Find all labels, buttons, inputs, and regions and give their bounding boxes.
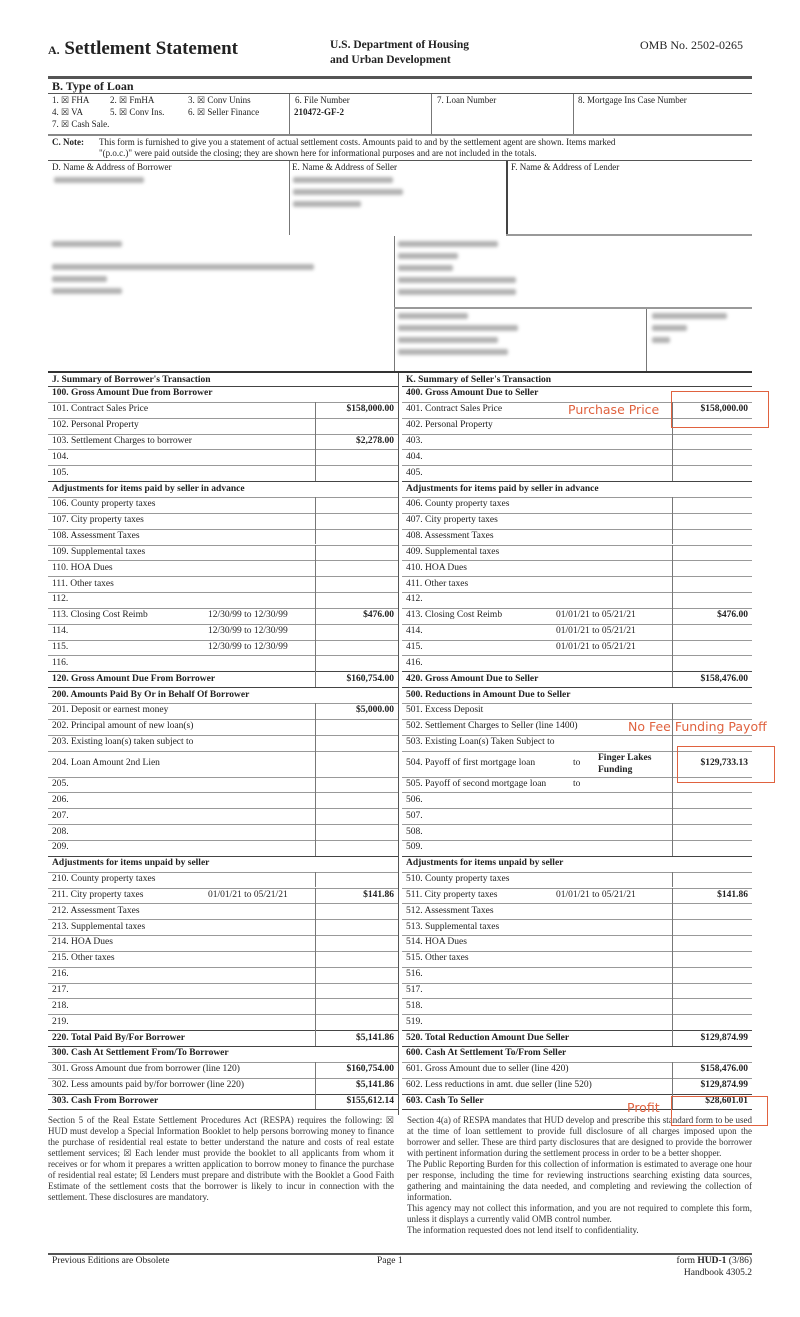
line-item-label: 503. Existing Loan(s) Taken Subject to [406,737,555,748]
line-item-label: 409. Supplemental taxes [406,546,500,557]
column-divider [315,840,316,856]
line-item-label: 112. [52,594,69,605]
form-title [48,38,238,60]
line-item-label: 508. [406,826,423,837]
column-divider [672,840,673,856]
column-divider [672,1014,673,1030]
column-divider [315,935,316,951]
column-divider [315,497,316,513]
borrower-label: D. Name & Address of Borrower [52,162,172,172]
line-item-label: 414. [406,626,423,637]
row-divider [402,840,752,841]
column-divider [315,418,316,434]
loan-option-cash-sale[interactable]: 7. ☒ Cash Sale. [52,119,110,129]
redacted-property-street [52,276,107,282]
line-item-label: 109. Supplemental taxes [52,546,146,557]
proration-period: 01/01/21 to 05/21/21 [208,889,288,900]
amount-cell: $129,874.99 [700,1080,748,1091]
disclosure-paragraph: The Public Reporting Burden for this collection of information is estimated to average one hour per response, including the time for reviewing instructions searching existing data sources, gathering and maintaining the data needed, and completing and reviewing the collection of information. [407,1159,752,1202]
section-heading: 200. Amounts Paid By Or in Behalf Of Borrower [52,689,250,700]
line-item-label: 216. [52,969,69,980]
line-item-label: 407. City property taxes [406,515,498,526]
divider [431,94,432,134]
department-name [330,38,469,68]
line-item-label: 411. Other taxes [406,578,469,589]
row-divider [48,998,398,999]
line-item-label: 519. [406,1016,423,1027]
section-heading: Adjustments for items unpaid by seller [406,858,564,869]
row-divider [402,792,752,793]
column-divider [315,513,316,529]
redacted-property-city [52,288,122,294]
divider [48,76,752,79]
line-item-label: 301. Gross Amount due from borrower (line 120) [52,1064,240,1075]
row-divider [48,777,398,778]
line-item-label: 202. Principal amount of new loan(s) [52,721,194,732]
annotation-box-purchase-price [671,391,769,428]
amount-cell: $158,476.00 [700,673,748,684]
column-divider [672,735,673,751]
column-divider [315,449,316,465]
line-item-label: 218. [52,1000,69,1011]
column-divider [672,497,673,513]
row-divider [48,751,398,752]
line-item-label: 517. [406,985,423,996]
line-item-label: 416. [406,657,423,668]
line-item-label: 506. [406,794,423,805]
total-row-label: 520. Total Reduction Amount Due Seller [406,1032,570,1043]
checkbox-icon: ☒ [61,119,70,129]
proration-period: 12/30/99 to 12/30/99 [208,610,288,621]
line-item-label: 408. Assessment Taxes [406,531,494,542]
amount-cell: $141.86 [363,889,394,900]
column-divider [315,919,316,935]
amount-cell: $476.00 [717,610,748,621]
line-item-label: 217. [52,985,69,996]
divider [48,93,752,94]
redacted-agent-underwriter [398,289,516,295]
redacted-settlement-agent-label [398,241,498,247]
row-divider [48,824,398,825]
column-divider [315,655,316,671]
line-item-label: 210. County property taxes [52,874,156,885]
loan-option-conv-unins[interactable]: 3. ☒ Conv Unins [188,95,251,105]
line-item-label: 111. Other taxes [52,578,114,589]
divider [394,307,752,309]
line-item-label: 219. [52,1016,69,1027]
redacted-settlement-status [652,337,670,343]
column-divider [315,951,316,967]
section-heading: 600. Cash At Settlement To/From Seller [406,1048,567,1059]
line-item-label: 501. Excess Deposit [406,705,484,716]
line-item-label: 113. Closing Cost Reimb [52,610,148,621]
dept-line-1: U.S. Department of Housing [330,39,469,51]
section-heading: 100. Gross Amount Due from Borrower [52,388,213,399]
line-item-label: 513. Supplemental taxes [406,921,500,932]
column-divider [315,777,316,793]
redacted-settlement-date [652,325,687,331]
column-divider [672,777,673,793]
column-divider [315,998,316,1014]
column-divider [315,545,316,561]
redacted-agent-street [398,265,453,271]
disclosure-paragraph: Section 4(a) of RESPA mandates that HUD develop and prescribe this standard form to be used at the time of loan settlement to provide full disclosure of all charges imposed upon the borrower and seller. These are third party disclosures that are designed to provide the borrower with pertinent information during the settlement process in order to be a better shopper. [407,1115,752,1158]
column-divider [315,560,316,576]
divider [48,134,752,136]
column-divider [672,545,673,561]
row-divider [402,983,752,984]
column-divider [672,903,673,919]
column-divider [672,967,673,983]
column-divider [672,434,673,450]
line-item-label: 412. [406,594,423,605]
row-divider [402,998,752,999]
loan-option-seller-finance[interactable]: 6. ☒ Seller Finance [188,107,260,117]
line-item-label: 401. Contract Sales Price [406,404,503,415]
column-divider [672,592,673,608]
column-divider [315,624,316,640]
file-number-label: 6. File Number [295,95,350,105]
center-divider [398,373,399,1115]
column-divider [672,655,673,671]
divider [289,94,290,134]
divider [506,234,752,236]
column-divider [672,872,673,888]
row-divider [402,465,752,466]
divider [506,161,508,235]
redacted-seller-city [293,201,361,207]
line-item-label: 512. Assessment Taxes [406,905,494,916]
line-item-label: 211. City property taxes [52,889,144,900]
redacted-place-company [398,325,518,331]
column-divider [672,449,673,465]
file-number-value: 210472-GF-2 [294,107,344,117]
line-item-label: 507. [406,810,423,821]
redacted-property-legal [52,264,314,270]
amount-cell: $5,000.00 [356,705,394,716]
line-item-label: 108. Assessment Taxes [52,531,140,542]
line-item-label: 402. Personal Property [406,420,493,431]
line-item-label: 116. [52,657,69,668]
total-row-label: 603. Cash To Seller [406,1095,484,1106]
row-divider [48,808,398,809]
divider [394,236,395,371]
divider [646,309,647,371]
line-item-label: 403. [406,435,423,446]
line-item-label: 415. [406,642,423,653]
loan-type-options [52,95,287,131]
line-item-label: 404. [406,451,423,462]
annotation-purchase-price: Purchase Price [568,402,660,417]
column-divider [315,592,316,608]
column-divider [672,998,673,1014]
loan-number-label: 7. Loan Number [437,95,497,105]
line-item-label: 302. Less amounts paid by/for borrower (line 220) [52,1080,245,1091]
line-item-label: 406. County property taxes [406,499,510,510]
amount-cell: $476.00 [363,610,394,621]
total-row-label: 303. Cash From Borrower [52,1095,159,1106]
amount-cell: $129,874.99 [700,1032,748,1043]
line-item-label: 514. HOA Dues [406,937,467,948]
column-divider [672,465,673,481]
proration-period: 01/01/21 to 05/21/21 [556,610,636,621]
column-divider [672,703,673,719]
line-item-label: 505. Payoff of second mortgage loan [406,778,547,789]
section-heading: Adjustments for items paid by seller in advance [52,483,245,494]
line-item-label: 601. Gross Amount due to seller (line 420) [406,1064,569,1075]
checkbox-icon: ☒ [197,95,206,105]
footer-obsolete-note: Previous Editions are Obsolete [52,1256,170,1266]
column-divider [315,808,316,824]
column-divider [315,792,316,808]
row-divider [48,449,398,450]
page-number: Page 1 [377,1256,403,1266]
line-item-label: 107. City property taxes [52,515,144,526]
divider [573,94,574,134]
row-divider [48,655,398,656]
column-divider [315,983,316,999]
amount-cell: $129,733.13 [700,758,748,769]
row-divider [402,967,752,968]
column-divider [315,824,316,840]
annotation-box-payoff [677,746,775,783]
row-divider [402,655,752,656]
line-item-label: 213. Supplemental taxes [52,921,146,932]
row-divider [48,840,398,841]
section-heading: 300. Cash At Settlement From/To Borrower [52,1048,229,1059]
column-divider [672,560,673,576]
total-row-label: 220. Total Paid By/For Borrower [52,1032,185,1043]
disclosure-paragraph: This agency may not collect this information, and you are not required to complete this form, unless it displays a currently valid OMB control number. [407,1203,752,1224]
line-item-label: 115. [52,642,69,653]
note-line-1: This form is furnished to give you a statement of actual settlement costs. Amounts paid to and by the settlement agent are shown. Items marked [99,137,616,147]
amount-cell: $158,476.00 [700,1064,748,1075]
loan-option-va[interactable]: 4. ☒ VA [52,107,84,117]
section-letter: A. [48,43,60,57]
row-divider [48,592,398,593]
payoff-payee: Finger Lakes Funding [598,752,652,775]
column-divider [672,951,673,967]
seller-summary-heading: K. Summary of Seller's Transaction [406,375,552,385]
row-divider [402,808,752,809]
redacted-settlement-date-label [652,313,727,319]
section-heading: 500. Reductions in Amount Due to Seller [406,689,571,700]
amount-cell: $160,754.00 [346,673,394,684]
proration-period: 01/01/21 to 05/21/21 [556,626,636,637]
line-item-label: 510. County property taxes [406,874,510,885]
total-row-label: 120. Gross Amount Due From Borrower [52,673,216,684]
line-item-label: 602. Less reductions in amt. due seller (line 520) [406,1080,592,1091]
form-id: form HUD-1 (3/86) [676,1256,752,1266]
type-of-loan-heading: B. Type of Loan [52,79,134,93]
line-item-label: 203. Existing loan(s) taken subject to [52,737,194,748]
column-divider [315,465,316,481]
column-divider [672,983,673,999]
lender-label: F. Name & Address of Lender [511,162,620,172]
column-divider [315,529,316,545]
column-divider [672,935,673,951]
redacted-agent-city [398,277,516,283]
line-item-label: 106. County property taxes [52,499,156,510]
row-divider [48,1014,398,1015]
redacted-seller-address [293,189,403,195]
line-item-label: 516. [406,969,423,980]
proration-period: 12/30/99 to 12/30/99 [208,642,288,653]
column-divider [315,1014,316,1030]
line-item-label: 206. [52,794,69,805]
row-divider [48,967,398,968]
checkbox-icon: ☒ [61,107,70,117]
annotation-box-profit [671,1096,768,1126]
checkbox-icon: ☒ [197,107,206,117]
line-item-label: 410. HOA Dues [406,562,467,573]
loan-option-fmha[interactable]: 2. ☒ FmHA [110,95,155,105]
divider [289,161,290,235]
redacted-seller-name [293,177,393,183]
row-divider [48,1109,398,1110]
line-item-label: 201. Deposit or earnest money [52,705,169,716]
borrower-summary-heading: J. Summary of Borrower's Transaction [52,375,211,385]
annotation-payoff: No Fee Funding Payoff [628,719,767,734]
line-item-label: 214. HOA Dues [52,937,113,948]
line-item-label: 209. [52,842,69,853]
note-line-2: "(p.o.c.)" were paid outside the closing; they are shown here for informational purposes and are not included in the totals. [99,148,537,158]
line-item-label: 212. Assessment Taxes [52,905,140,916]
column-divider [672,513,673,529]
column-divider [315,751,316,777]
proration-period: 01/01/21 to 05/21/21 [556,889,636,900]
checkbox-icon: ☒ [61,95,70,105]
row-divider [402,592,752,593]
row-divider [402,434,752,435]
row-divider [48,792,398,793]
line-item-label: 110. HOA Dues [52,562,113,573]
proration-period: 12/30/99 to 12/30/99 [208,626,288,637]
amount-cell: $160,754.00 [346,1064,394,1075]
respa-section4a-text [407,1115,752,1236]
amount-cell: $158,000.00 [346,404,394,415]
line-item-label: 518. [406,1000,423,1011]
column-divider [672,792,673,808]
respa-section5-text: Section 5 of the Real Estate Settlement Procedures Act (RESPA) requires the following: ☒ HUD must develop a Special Information Booklet to help persons borrowing money to finance the purchase of residential real estate to better understand the nature and costs of real estate settlement services; ☒ Each lender must provide the booklet to all applicants from whom it receives or for whom it prepares a written application to borrow money to finance the purchase of residential real estate; ☒ Lenders must prepare and distribute with the Booklet a Good Faith Estimate of the settlement costs that the borrower is likely to incur in connection with the settlement. These disclosures are mandatory. [48,1115,394,1202]
payoff-to-label: to [573,758,581,769]
line-item-label: 114. [52,626,69,637]
column-divider [315,576,316,592]
dept-line-2: and Urban Development [330,54,451,66]
seller-label: E. Name & Address of Seller [292,162,397,172]
line-item-label: 104. [52,451,69,462]
column-divider [672,824,673,840]
column-divider [315,719,316,735]
redacted-place-of-settlement-label [398,313,468,319]
row-divider [48,983,398,984]
column-divider [315,872,316,888]
line-item-label: 502. Settlement Charges to Seller (line 1400) [406,721,578,732]
column-divider [315,735,316,751]
amount-cell: $5,141.86 [356,1032,394,1043]
amount-cell: $141.86 [717,889,748,900]
redacted-place-city [398,349,508,355]
column-divider [315,967,316,983]
section-heading: Adjustments for items unpaid by seller [52,858,210,869]
checkbox-icon: ☒ [119,107,128,117]
section-heading: Adjustments for items paid by seller in advance [406,483,599,494]
line-item-label: 204. Loan Amount 2nd Lien [52,758,160,769]
redacted-property-location-label [52,241,122,247]
divider [48,160,752,161]
row-divider [402,824,752,825]
row-divider [402,1014,752,1015]
total-row-label: 420. Gross Amount Due to Seller [406,673,539,684]
omb-number: OMB No. 2502-0265 [640,38,744,52]
checkbox-icon: ☒ [119,95,128,105]
line-item-label: 105. [52,467,69,478]
line-item-label: 515. Other taxes [406,953,469,964]
line-item-label: 103. Settlement Charges to borrower [52,435,192,446]
line-item-label: 101. Contract Sales Price [52,404,149,415]
redacted-place-street [398,337,498,343]
line-item-label: 207. [52,810,69,821]
amount-cell: $5,141.86 [356,1080,394,1091]
proration-period: 01/01/21 to 05/21/21 [556,642,636,653]
divider [48,1253,752,1255]
note-label: C. Note: [52,137,84,147]
column-divider [672,919,673,935]
column-divider [672,808,673,824]
title-text: Settlement Statement [64,38,239,59]
line-item-label: 509. [406,842,423,853]
redacted-agent-company [398,253,458,259]
line-item-label: 511. City property taxes [406,889,498,900]
payoff-to-label: to [573,778,581,789]
annotation-profit: Profit [627,1100,660,1115]
line-item-label: 205. [52,778,69,789]
line-item-label: 215. Other taxes [52,953,115,964]
line-item-label: 102. Personal Property [52,420,139,431]
column-divider [672,624,673,640]
column-divider [315,640,316,656]
line-item-label: 413. Closing Cost Reimb [406,610,503,621]
column-divider [672,529,673,545]
amount-cell: $155,612.14 [346,1095,394,1106]
redacted-borrower-name [54,177,144,183]
section-heading: 400. Gross Amount Due to Seller [406,388,539,399]
amount-cell: $2,278.00 [356,435,394,446]
handbook-number: Handbook 4305.2 [683,1268,752,1278]
column-divider [315,903,316,919]
amount-cell: $28,601.01 [705,1095,748,1106]
column-divider [672,576,673,592]
disclosure-paragraph: The information requested does not lend itself to confidentiality. [407,1225,639,1235]
row-divider [48,465,398,466]
amount-cell: $158,000.00 [700,404,748,415]
loan-option-fha[interactable]: 1. ☒ FHA [52,95,90,105]
column-divider [672,640,673,656]
row-divider [402,449,752,450]
line-item-label: 405. [406,467,423,478]
line-item-label: 504. Payoff of first mortgage loan [406,758,536,769]
mortgage-ins-label: 8. Mortgage Ins Case Number [578,95,687,105]
loan-option-conv-ins[interactable]: 5. ☒ Conv Ins. [110,107,165,117]
line-item-label: 208. [52,826,69,837]
